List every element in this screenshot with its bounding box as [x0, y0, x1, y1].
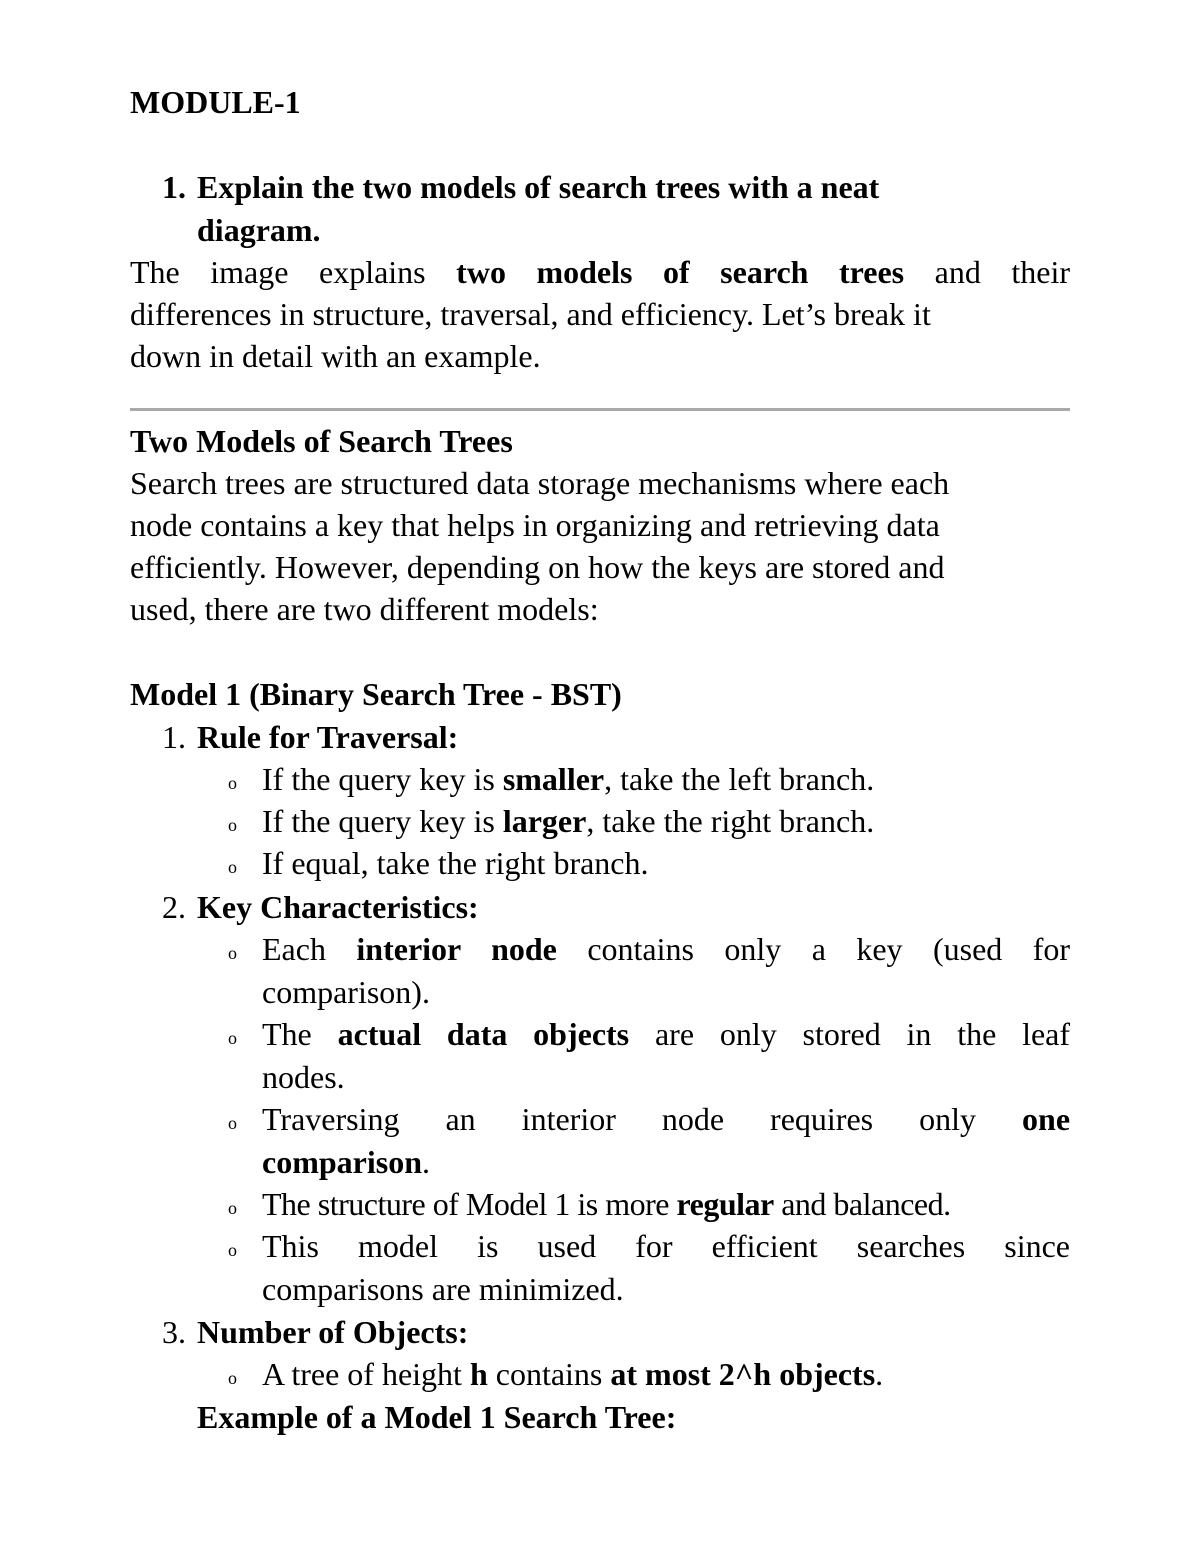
intro-line-3: down in detail with an example. [130, 338, 541, 374]
bullet-icon: o [228, 1028, 237, 1048]
section-line-4: used, there are two different models: [130, 591, 599, 627]
bullet-icon: o [228, 943, 237, 963]
chars-bullet-2-line-2: nodes. [262, 1059, 345, 1095]
chars-bullet-3-line-1: Traversing an interior node requires only one [262, 1101, 1071, 1137]
bullet-icon: o [228, 1198, 237, 1218]
rule-number: 1. [162, 719, 186, 755]
bullet-icon: o [228, 857, 237, 877]
question-number: 1. [162, 169, 186, 205]
chars-bullet-5-line-2: comparisons are minimized. [262, 1271, 624, 1307]
section-line-1: Search trees are structured data storage mechanisms where each [130, 465, 950, 501]
chars-bullet-2-line-1: The actual data objects are only stored in the leaf [262, 1016, 1071, 1052]
rule-label: Rule for Traversal: [197, 719, 459, 755]
objects-bullet-1: A tree of height h contains at most 2^h objects. [262, 1356, 884, 1392]
module-title: MODULE-1 [130, 84, 301, 120]
bullet-icon: o [228, 773, 237, 793]
section-line-2: node contains a key that helps in organizing and retrieving data [130, 507, 940, 543]
chars-label: Key Characteristics: [197, 889, 479, 925]
rule-bullet-1: If the query key is smaller, take the left branch. [262, 761, 875, 797]
example-title: Example of a Model 1 Search Tree: [197, 1399, 677, 1435]
rule-bullet-3: If equal, take the right branch. [262, 845, 649, 881]
bullet-icon: o [228, 1113, 237, 1133]
intro-line-1: The image explains two models of search trees and their [130, 254, 1071, 290]
bullet-icon: o [228, 1368, 237, 1388]
chars-number: 2. [162, 889, 186, 925]
bullet-icon: o [228, 815, 237, 835]
question-line-2: diagram. [197, 212, 321, 248]
chars-bullet-5-line-1: This model is used for efficient searches since [262, 1228, 1070, 1264]
chars-bullet-4: The structure of Model 1 is more regular and balanced. [262, 1186, 951, 1222]
rule-bullet-2: If the query key is larger, take the right branch. [262, 803, 875, 839]
horizontal-rule [130, 408, 1070, 411]
intro-line-2: differences in structure, traversal, and efficiency. Let’s break it [130, 296, 931, 332]
section-line-3: efficiently. However, depending on how the keys are stored and [130, 549, 945, 585]
model1-title: Model 1 (Binary Search Tree - BST) [130, 676, 622, 712]
section-title: Two Models of Search Trees [130, 423, 513, 459]
chars-bullet-1-line-1: Each interior node contains only a key (used for [262, 931, 1071, 967]
chars-bullet-1-line-2: comparison). [262, 974, 430, 1010]
bullet-icon: o [228, 1240, 237, 1260]
objects-number: 3. [162, 1314, 186, 1350]
question-line-1: Explain the two models of search trees with a neat [197, 169, 880, 205]
objects-label: Number of Objects: [197, 1314, 469, 1350]
chars-bullet-3-line-2: comparison. [262, 1144, 430, 1180]
